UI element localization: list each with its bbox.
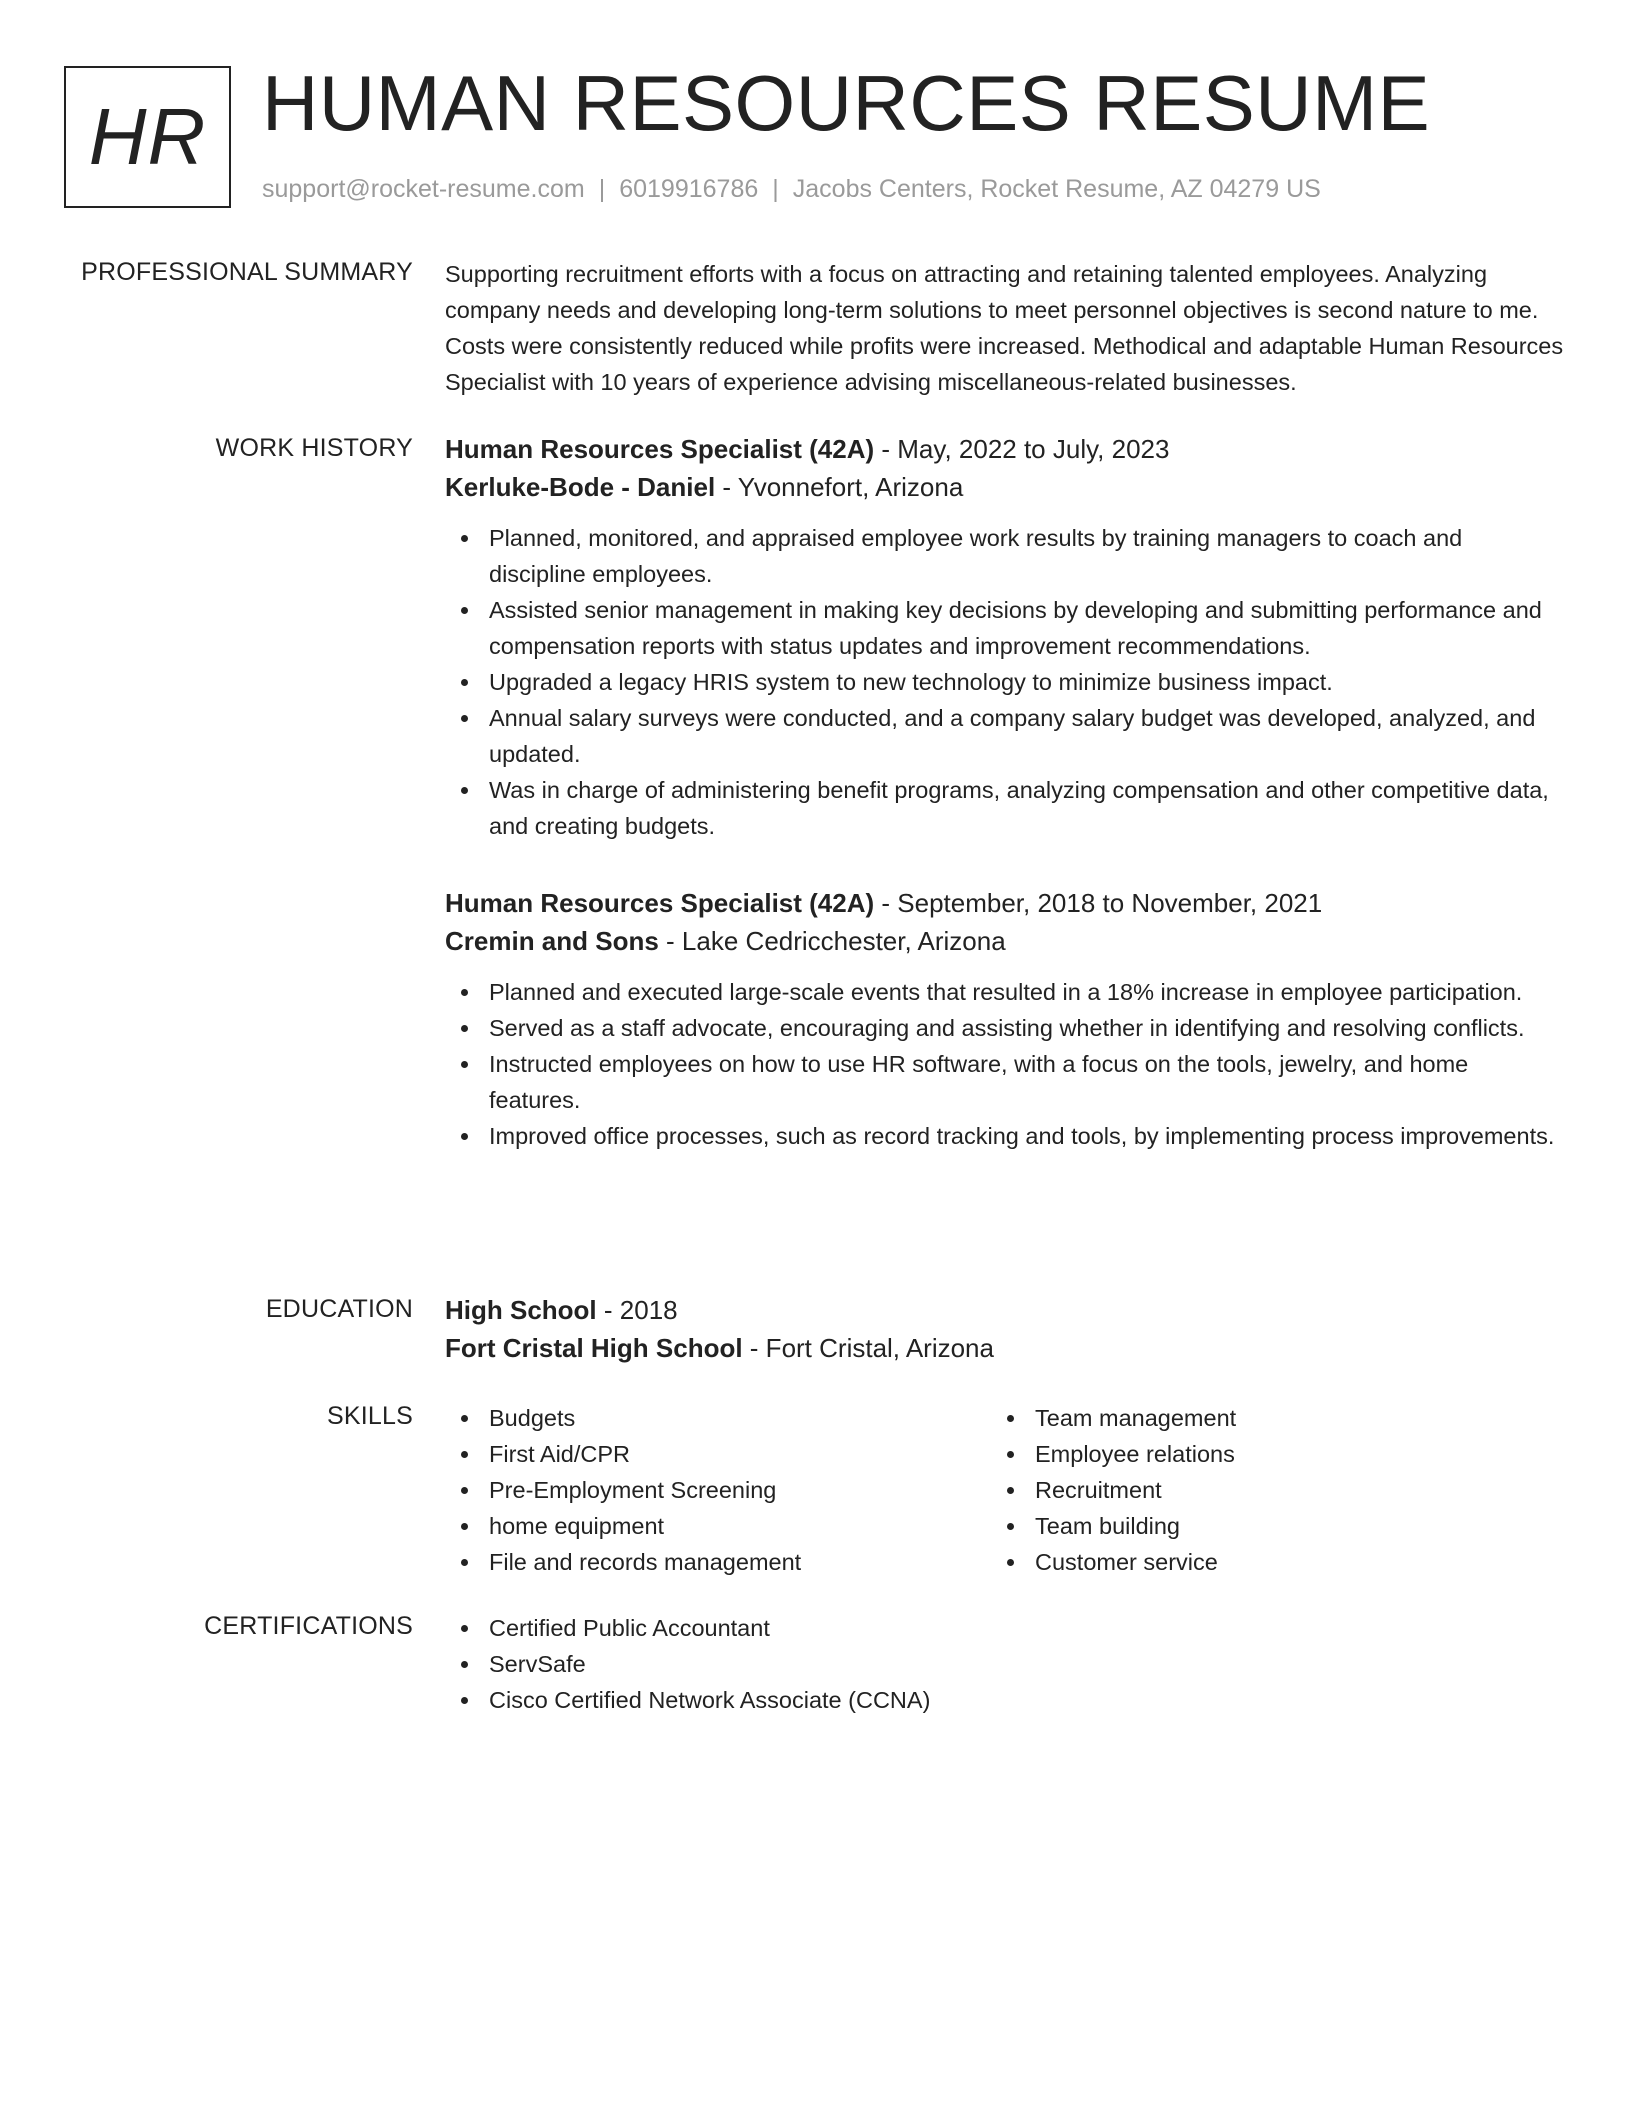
skills-label: SKILLS xyxy=(327,1402,413,1430)
skills-grid xyxy=(445,1400,1565,1580)
education-label: EDUCATION xyxy=(265,1295,413,1323)
job-company: Cremin and Sons xyxy=(445,926,659,956)
certification-item: ServSafe xyxy=(445,1646,1245,1682)
skill-item: Recruitment xyxy=(991,1472,1537,1508)
skill-item: Pre-Employment Screening xyxy=(445,1472,991,1508)
skill-item: Budgets xyxy=(445,1400,991,1436)
skill-item: home equipment xyxy=(445,1508,991,1544)
job-bullet: Served as a staff advocate, encouraging and assisting whether in identifying and resolving conflicts. xyxy=(445,1010,1565,1046)
contact-line xyxy=(262,175,1321,204)
job-bullets xyxy=(445,520,1565,844)
job-bullet: Annual salary surveys were conducted, and a company salary budget was developed, analyzed, and updated. xyxy=(445,700,1565,772)
job-location: - Lake Cedricchester, Arizona xyxy=(658,926,1006,956)
job-location: - Yvonnefort, Arizona xyxy=(715,472,964,502)
job-company-line xyxy=(445,468,1565,506)
certification-item: Certified Public Accountant xyxy=(445,1610,1245,1646)
summary-text: Supporting recruitment efforts with a focus on attracting and retaining talented employees. Analyzing company needs and developing long-term solutions to meet personnel objectives is second nature to me. Costs were consistently reduced while profits were increased. Methodical and adaptable Human Resources Specialist with 10 years of experience advising miscellaneous-related businesses. xyxy=(445,261,1564,395)
job-bullet: Improved office processes, such as record tracking and tools, by implementing process improvements. xyxy=(445,1118,1565,1154)
contact-email: support@rocket-resume.com xyxy=(262,175,585,203)
monogram-text: HR xyxy=(88,92,207,181)
job-bullet: Instructed employees on how to use HR software, with a focus on the tools, jewelry, and home features. xyxy=(445,1046,1565,1118)
job-bullets xyxy=(445,974,1565,1154)
skill-item: Team building xyxy=(991,1508,1537,1544)
certifications-label: CERTIFICATIONS xyxy=(204,1612,413,1640)
job-bullet: Assisted senior management in making key decisions by developing and submitting performance and compensation reports with status updates and improvement recommendations. xyxy=(445,592,1565,664)
skill-item: Customer service xyxy=(991,1544,1537,1580)
summary-label: PROFESSIONAL SUMMARY xyxy=(81,258,413,286)
education-degree-line xyxy=(445,1291,1565,1329)
job-bullet: Planned, monitored, and appraised employee work results by training managers to coach and discipline employees. xyxy=(445,520,1565,592)
job-bullet: Planned and executed large-scale events that resulted in a 18% increase in employee participation. xyxy=(445,974,1565,1010)
skills-column-right xyxy=(991,1400,1537,1580)
job-title-line xyxy=(445,884,1565,922)
job-title: Human Resources Specialist (42A) xyxy=(445,888,875,918)
job-title-line xyxy=(445,430,1565,468)
education-location: - Fort Cristal, Arizona xyxy=(742,1333,994,1363)
work-history-body xyxy=(445,430,1565,1194)
education-degree: High School xyxy=(445,1295,597,1325)
contact-separator: | xyxy=(598,175,606,203)
summary-body xyxy=(445,256,1565,400)
job-company: Kerluke-Bode - Daniel xyxy=(445,472,716,502)
education-year: - 2018 xyxy=(596,1295,678,1325)
job-entry xyxy=(445,430,1565,844)
certification-item: Cisco Certified Network Associate (CCNA) xyxy=(445,1682,1245,1718)
job-dates: - September, 2018 to November, 2021 xyxy=(874,888,1323,918)
skills-column-left xyxy=(445,1400,991,1580)
job-bullet: Was in charge of administering benefit programs, analyzing compensation and other competitive data, and creating budgets. xyxy=(445,772,1565,844)
job-company-line xyxy=(445,922,1565,960)
certifications-list xyxy=(445,1610,1245,1718)
contact-phone: 6019916786 xyxy=(619,175,759,203)
job-bullet: Upgraded a legacy HRIS system to new technology to minimize business impact. xyxy=(445,664,1565,700)
job-title: Human Resources Specialist (42A) xyxy=(445,434,875,464)
education-school-line xyxy=(445,1329,1565,1367)
contact-address: Jacobs Centers, Rocket Resume, AZ 04279 US xyxy=(792,175,1321,203)
job-dates: - May, 2022 to July, 2023 xyxy=(874,434,1170,464)
skills-body xyxy=(445,1400,1565,1580)
skill-item: Employee relations xyxy=(991,1436,1537,1472)
education-body xyxy=(445,1291,1565,1367)
education-school: Fort Cristal High School xyxy=(445,1333,743,1363)
monogram-box xyxy=(64,66,231,208)
skill-item: Team management xyxy=(991,1400,1537,1436)
contact-separator: | xyxy=(772,175,779,203)
skill-item: File and records management xyxy=(445,1544,991,1580)
job-entry xyxy=(445,884,1565,1154)
resume-title: HUMAN RESOURCES RESUME xyxy=(262,59,1431,147)
certifications-body xyxy=(445,1610,1565,1718)
work-history-label: WORK HISTORY xyxy=(215,434,413,462)
skill-item: First Aid/CPR xyxy=(445,1436,991,1472)
